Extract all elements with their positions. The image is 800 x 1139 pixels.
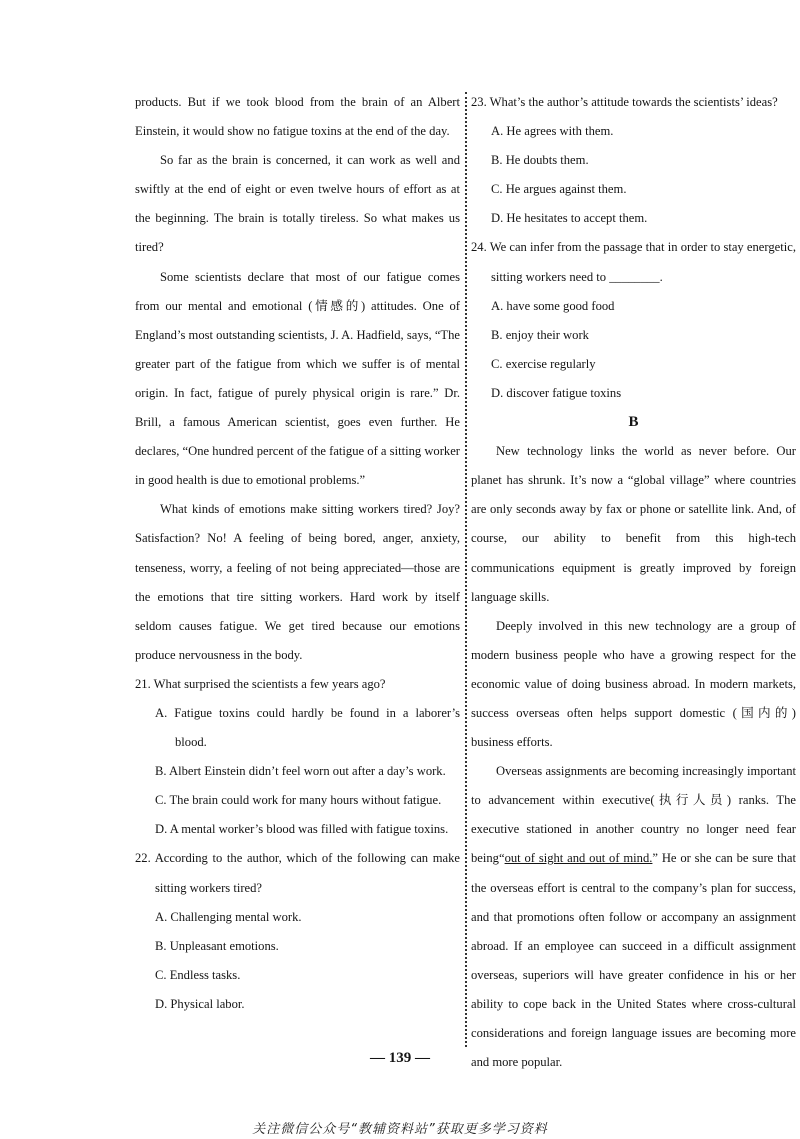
question-22-option: D. Physical labor.: [155, 996, 245, 1011]
section-heading: B: [628, 414, 639, 431]
passage-paragraph: What kinds of emotions make sitting workers tired? Joy? Satisfaction? No! A feeling of being bored, anger, anxiety, tenseness, worry, a feeling of not being appreciated—those are the emotions that tire sitting workers. Hard work by itself seldom causes fatigue. We get tired because our emotions produce nervousness in the body.: [135, 502, 460, 662]
question-21-option: C. The brain could work for many hours without fatigue.: [155, 793, 442, 808]
passage-paragraph: Some scientists declare that most of our fatigue comes from our mental and emotional (情感的) attitudes. One of England’s most outstanding scientists, J. A. Hadfield, says, “The greater part of the fatigue from which we suffer is of mental origin. In fact, fatigue of purely physical origin is rare.” Dr. Brill, a famous American scientist, goes even further. He declares, “One hundred percent of the fatigue of a sitting worker in good health is due to emotional problems.”: [135, 269, 460, 488]
question-21-option: A. Fatigue toxins could hardly be found in a laborer’s blood.: [155, 705, 460, 750]
question-23-option: B. He doubts them.: [491, 153, 589, 168]
right-column: [471, 88, 796, 1077]
question-23-option: D. He hesitates to accept them.: [491, 211, 648, 226]
question-22: 22. According to the author, which of the following can make sitting workers tired?: [135, 851, 460, 895]
passage-text: ” He or she can be sure that the overseas effort is central to the company’s plan for success, and that promotions often follow or accompany an assignment abroad. If an employee can succeed in a difficult assignment overseas, superiors will have greater confidence in his or her ability to cope back in the United States where cross-cultural considerations and foreign language issues are becoming more and more popular.: [471, 851, 796, 1070]
passage-paragraph: products. But if we took blood from the brain of an Albert Einstein, it would show no fatigue toxins at the end of the day.: [135, 95, 460, 139]
question-23-option: C. He argues against them.: [491, 182, 627, 197]
question-22-option: C. Endless tasks.: [155, 967, 241, 982]
left-column: [135, 88, 460, 1019]
column-divider: [465, 92, 467, 1047]
passage-paragraph: New technology links the world as never before. Our planet has shrunk. It’s now a “global village” where countries are only seconds away by fax or phone or satellite link. And, of course, our ability to benefit from this high-tech communications equipment is greatly improved by foreign language skills.: [471, 444, 796, 604]
question-24-option: A. have some good food: [491, 298, 615, 313]
question-24-option: C. exercise regularly: [491, 356, 596, 371]
question-24: 24. We can infer from the passage that in order to stay energetic, sitting workers need to ________.: [471, 240, 796, 284]
question-21: 21. What surprised the scientists a few years ago?: [135, 676, 386, 691]
passage-paragraph: Deeply involved in this new technology are a group of modern business people who have a growing respect for the economic value of doing business abroad. In modern markets, success overseas often helps support domestic (国内的) business efforts.: [471, 618, 796, 750]
question-22-option: A. Challenging mental work.: [155, 909, 302, 924]
passage-paragraph: So far as the brain is concerned, it can work as well and swiftly at the end of eight or even twelve hours of effort as at the beginning. The brain is totally tireless. So what makes us tired?: [135, 153, 460, 255]
question-21-option: D. A mental worker’s blood was filled with fatigue toxins.: [155, 822, 449, 837]
underlined-phrase: out of sight and out of mind.: [504, 851, 653, 866]
question-23: 23. What’s the author’s attitude towards the scientists’ ideas?: [471, 95, 778, 109]
question-24-option: B. enjoy their work: [491, 327, 589, 342]
passage-text: Overseas assignments are becoming increasingly important to advancement within executive(执行人员) ranks. The executive stationed in another country no longer need fear being“: [471, 764, 796, 866]
question-24-option: D. discover fatigue toxins: [491, 385, 622, 400]
passage-paragraph: [471, 757, 796, 1077]
page-number: — 139 —: [370, 1050, 430, 1066]
question-23-option: A. He agrees with them.: [491, 124, 614, 139]
question-22-option: B. Unpleasant emotions.: [155, 938, 279, 953]
footer-note: 关注微信公众号“教辅资料站”获取更多学习资料: [252, 1122, 548, 1137]
question-21-option: B. Albert Einstein didn’t feel worn out after a day’s work.: [155, 764, 446, 779]
